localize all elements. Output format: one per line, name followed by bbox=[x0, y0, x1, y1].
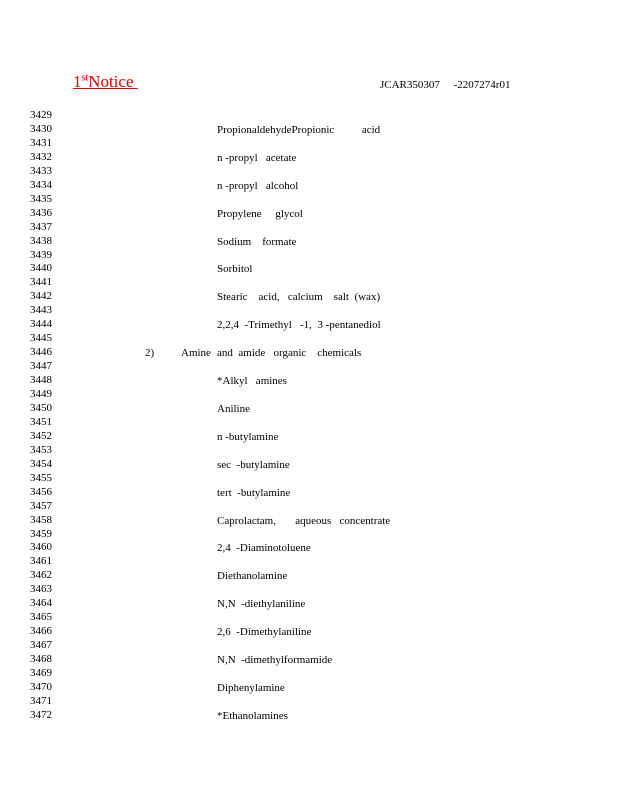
list-item: n -propyl acetate bbox=[217, 151, 297, 164]
line-number: 3461 bbox=[30, 555, 52, 568]
line-number: 3464 bbox=[30, 597, 52, 610]
line-number: 3442 bbox=[30, 290, 52, 303]
list-item: 2,4 -Diaminotoluene bbox=[217, 542, 311, 555]
line-number: 3455 bbox=[30, 471, 52, 484]
line-number: 3470 bbox=[30, 680, 52, 693]
line-number: 3471 bbox=[30, 694, 52, 707]
list-item: Sorbitol bbox=[217, 263, 253, 276]
list-item: N,N -dimethylformamide bbox=[217, 654, 333, 667]
list-item: Stearic acid, calcium salt (wax) bbox=[217, 291, 381, 304]
list-item: Aniline bbox=[217, 402, 250, 415]
list-item: and amide organic chemicals bbox=[217, 347, 362, 360]
line-number: 3452 bbox=[30, 429, 52, 442]
line-number: 3459 bbox=[30, 527, 52, 540]
section-number: 2) bbox=[145, 347, 155, 360]
line-number: 3456 bbox=[30, 485, 52, 498]
line-number: 3443 bbox=[30, 304, 52, 317]
line-number: 3437 bbox=[30, 220, 52, 233]
line-number: 3436 bbox=[30, 206, 52, 219]
list-item: tert -butylamine bbox=[217, 486, 291, 499]
list-item: PropionaldehydePropionic acid bbox=[217, 123, 381, 136]
line-number: 3431 bbox=[30, 136, 52, 149]
line-number: 3449 bbox=[30, 388, 52, 400]
line-number: 3451 bbox=[30, 415, 52, 428]
list-item: 2,6 -Dimethylaniline bbox=[217, 626, 312, 639]
list-item: *Ethanolamines bbox=[217, 709, 288, 722]
notice-suffix: st bbox=[81, 72, 89, 84]
list-item: Caprolactam, aqueous concentrate bbox=[217, 514, 391, 527]
notice-number: 1 bbox=[73, 72, 82, 91]
line-number: 3429 bbox=[30, 109, 52, 121]
notice-word: Notice bbox=[88, 72, 138, 91]
line-number: 3466 bbox=[30, 625, 52, 638]
line-number: 3469 bbox=[30, 667, 52, 679]
line-number: 3441 bbox=[30, 276, 52, 289]
line-number: 3463 bbox=[30, 583, 52, 596]
list-item: Propylene glycol bbox=[217, 207, 303, 220]
line-number: 3434 bbox=[30, 178, 52, 191]
document-id: JCAR350307 -2207274r01 bbox=[380, 79, 511, 91]
list-item: sec -butylamine bbox=[217, 458, 290, 471]
line-number: 3457 bbox=[30, 499, 52, 512]
line-number: 3465 bbox=[30, 611, 52, 624]
line-number: 3430 bbox=[30, 122, 52, 135]
list-item: Diethanolamine bbox=[217, 570, 288, 583]
line-number: 3432 bbox=[30, 150, 52, 163]
line-number: 3462 bbox=[30, 569, 52, 582]
line-number: 3448 bbox=[30, 374, 52, 387]
line-number: 3438 bbox=[30, 234, 52, 247]
line-number: 3445 bbox=[30, 332, 52, 345]
notice-header bbox=[73, 72, 138, 92]
list-item: *Alkyl amines bbox=[217, 375, 287, 388]
line-number: 3468 bbox=[30, 653, 52, 666]
line-number: 3453 bbox=[30, 443, 52, 456]
line-number: 3450 bbox=[30, 401, 52, 414]
list-item: n -propyl alcohol bbox=[217, 179, 299, 192]
line-number: 3460 bbox=[30, 541, 52, 554]
section-label: Amine bbox=[181, 347, 211, 360]
line-number: 3454 bbox=[30, 457, 52, 470]
list-item: Diphenylamine bbox=[217, 681, 285, 694]
line-number: 3467 bbox=[30, 639, 52, 652]
list-item: N,N -diethylaniline bbox=[217, 598, 306, 611]
list-item: 2,2,4 -Trimethyl -1, 3 -pentanediol bbox=[217, 319, 381, 332]
line-number: 3444 bbox=[30, 318, 52, 331]
list-item: n -butylamine bbox=[217, 430, 279, 443]
line-number: 3439 bbox=[30, 248, 52, 261]
line-number: 3446 bbox=[30, 346, 52, 359]
list-item: Sodium formate bbox=[217, 235, 297, 248]
line-number: 3440 bbox=[30, 262, 52, 275]
line-number: 3435 bbox=[30, 192, 52, 205]
line-number: 3433 bbox=[30, 164, 52, 177]
line-number: 3458 bbox=[30, 513, 52, 526]
line-number: 3472 bbox=[30, 708, 52, 721]
line-number: 3447 bbox=[30, 360, 52, 373]
